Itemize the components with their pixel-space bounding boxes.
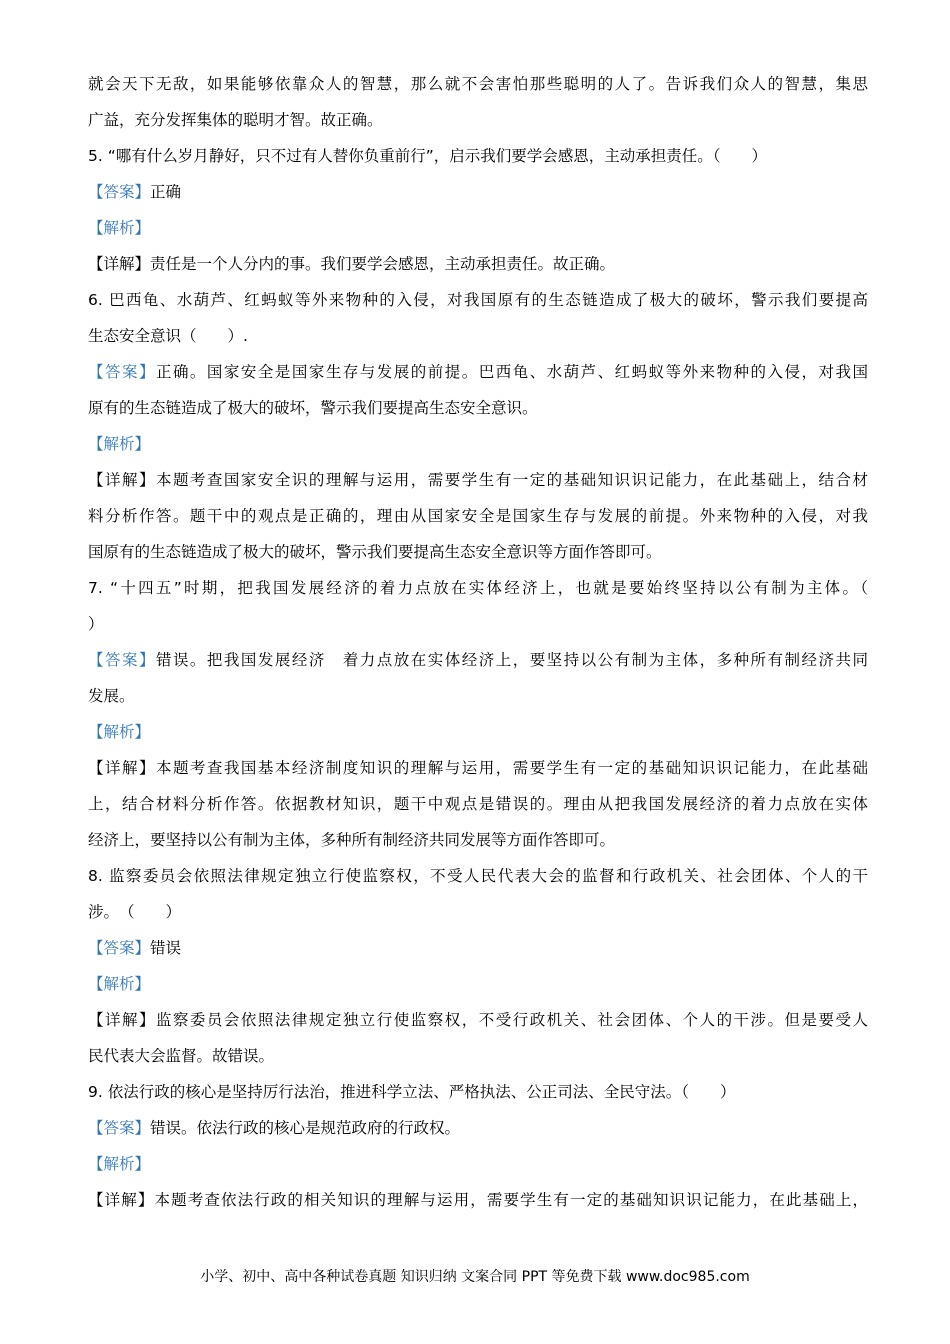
text-line xyxy=(88,858,868,894)
section-tag: 【详解】 xyxy=(88,255,151,273)
text-line xyxy=(88,534,868,570)
section-tag: 【解析】 xyxy=(88,975,151,993)
text-line xyxy=(88,138,868,174)
line-text: 8. 监察委员会依照法律规定独立行使监察权，不受人民代表大会的监督和行政机关、社会团体、个人的干 xyxy=(88,867,868,885)
text-line xyxy=(88,210,868,246)
section-tag: 【解析】 xyxy=(88,1155,151,1173)
line-text: 5. “哪有什么岁月静好，只不过有人替你负重前行”，启示我们要学会感恩，主动承担责任。（ ） xyxy=(88,147,768,165)
line-text: 发展。 xyxy=(88,687,135,705)
line-text: 广益，充分发挥集体的聪明才智。故正确。 xyxy=(88,111,383,129)
line-text: 本题考查依法行政的相关知识的理解与运用，需要学生有一定的基础知识识记能力，在此基础上， xyxy=(154,1191,868,1209)
section-tag: 【答案】 xyxy=(88,363,156,381)
line-text: 就会天下无敌，如果能够依靠众人的智慧，那么就不会害怕那些聪明的人了。告诉我们众人的智慧，集思 xyxy=(88,75,868,93)
section-tag: 【详解】 xyxy=(88,1011,156,1029)
text-line xyxy=(88,1002,868,1038)
text-line xyxy=(88,1110,868,1146)
section-tag: 【解析】 xyxy=(88,435,151,453)
text-line xyxy=(88,498,868,534)
line-text: 本题考查我国基本经济制度知识的理解与运用，需要学生有一定的基础知识识记能力，在此基础 xyxy=(155,759,868,777)
text-line xyxy=(88,282,868,318)
line-text: 错误 xyxy=(150,939,182,957)
line-text: 9. 依法行政的核心是坚持厉行法治，推进科学立法、严格执法、公正司法、全民守法。（ ） xyxy=(88,1083,736,1101)
section-tag: 【详解】 xyxy=(88,759,156,777)
line-text: 正确。国家安全是国家生存与发展的前提。巴西龟、水葫芦、红蚂蚁等外来物种的入侵，对我国 xyxy=(155,363,868,381)
text-line xyxy=(88,678,868,714)
section-tag: 【答案】 xyxy=(88,1119,151,1137)
text-line xyxy=(88,318,868,354)
line-text: 本题考查国家安全识的理解与运用，需要学生有一定的基础知识识记能力，在此基础上，结合材 xyxy=(155,471,868,489)
text-line xyxy=(88,966,868,1002)
section-tag: 【解析】 xyxy=(88,723,151,741)
text-line xyxy=(88,66,868,102)
line-text: 责任是一个人分内的事。我们要学会感恩，主动承担责任。故正确。 xyxy=(150,255,616,273)
text-line xyxy=(88,894,868,930)
text-line xyxy=(88,174,868,210)
line-text: ） xyxy=(88,615,104,633)
line-text: 原有的生态链造成了极大的破坏，警示我们要提高生态安全意识。 xyxy=(88,399,538,417)
line-text: 料分析作答。题干中的观点是正确的，理由从国家安全是国家生存与发展的前提。外来物种的入侵，对我 xyxy=(88,507,868,525)
text-line xyxy=(88,462,868,498)
text-line xyxy=(88,102,868,138)
text-line xyxy=(88,1182,868,1218)
section-tag: 【详解】 xyxy=(88,471,156,489)
line-text: 上，结合材料分析作答。依据教材知识，题干中观点是错误的。理由从把我国发展经济的着力点放在实体 xyxy=(88,795,868,813)
line-text: 错误。依法行政的核心是规范政府的行政权。 xyxy=(150,1119,461,1137)
text-line xyxy=(88,786,868,822)
line-text: 生态安全意识（ ）. xyxy=(88,327,248,345)
page-footer: 小学、初中、高中各种试卷真题 知识归纳 文案合同 PPT 等免费下载 www.doc985.com xyxy=(200,1269,750,1285)
text-line xyxy=(88,714,868,750)
text-line xyxy=(88,750,868,786)
line-text: 国原有的生态链造成了极大的破坏，警示我们要提高生态安全意识等方面作答即可。 xyxy=(88,543,662,561)
text-line xyxy=(88,1146,868,1182)
section-tag: 【详解】 xyxy=(88,1191,155,1209)
text-line xyxy=(88,390,868,426)
text-line xyxy=(88,822,868,858)
text-line xyxy=(88,1074,868,1110)
line-text: 错误。把我国发展经济 着力点放在实体经济上，要坚持以公有制为主体，多种所有制经济共同 xyxy=(155,651,868,669)
text-line xyxy=(88,426,868,462)
section-tag: 【答案】 xyxy=(88,183,151,201)
line-text: 正确 xyxy=(150,183,182,201)
line-text: 经济上，要坚持以公有制为主体，多种所有制经济共同发展等方面作答即可。 xyxy=(88,831,616,849)
text-line xyxy=(88,570,868,606)
line-text: 7. “十四五”时期，把我国发展经济的着力点放在实体经济上，也就是要始终坚持以公有制为主体。（ xyxy=(88,579,868,597)
document-body xyxy=(88,66,868,1218)
line-text: 监察委员会依照法律规定独立行使监察权，不受行政机关、社会团体、个人的干涉。但是要受人 xyxy=(155,1011,868,1029)
text-line xyxy=(88,1038,868,1074)
text-line xyxy=(88,930,868,966)
text-line xyxy=(88,606,868,642)
section-tag: 【答案】 xyxy=(88,651,156,669)
line-text: 6. 巴西龟、水葫芦、红蚂蚁等外来物种的入侵，对我国原有的生态链造成了极大的破坏，警示我们要提高 xyxy=(88,291,868,309)
text-line xyxy=(88,642,868,678)
section-tag: 【答案】 xyxy=(88,939,151,957)
line-text: 民代表大会监督。故错误。 xyxy=(88,1047,275,1065)
text-line xyxy=(88,246,868,282)
section-tag: 【解析】 xyxy=(88,219,151,237)
line-text: 涉。 （ ） xyxy=(88,903,182,921)
text-line xyxy=(88,354,868,390)
